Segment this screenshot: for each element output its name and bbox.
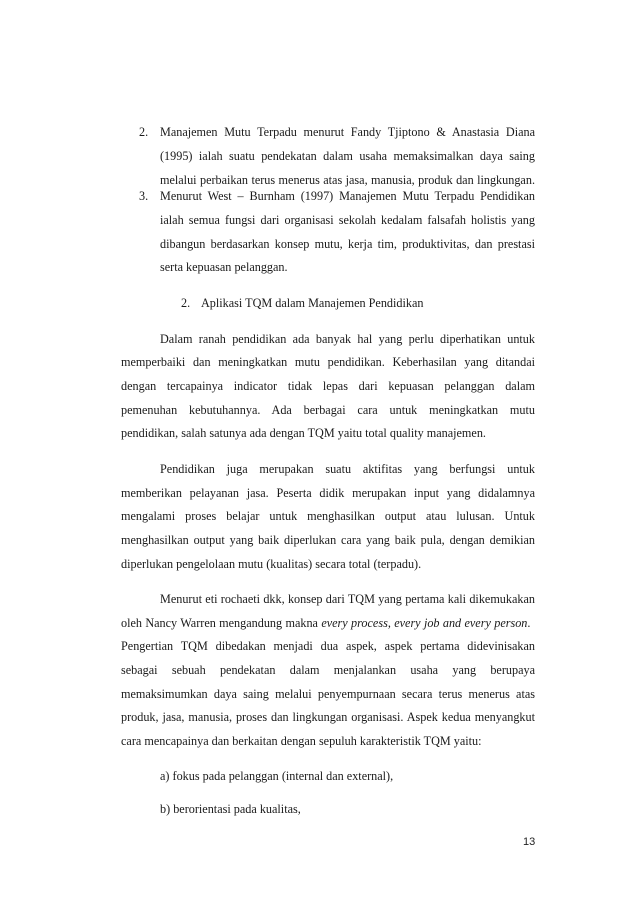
list-item-line: Manajemen Mutu Terpadu menurut Fandy Tjiptono & Anastasia Diana [160,125,535,139]
paragraph-text: oleh Nancy Warren mengandung makna [121,616,322,630]
list-item-line: (1995) ialah suatu pendekatan dalam usaha memaksimalkan daya saing [160,149,535,163]
paragraph-line: cara mencapainya dan berkaitan dengan sepuluh karakteristik TQM yaitu: [121,734,482,748]
list-item-line: melalui perbaikan terus menerus atas jasa, manusia, produk dan lingkungan. [160,173,535,187]
paragraph-line: produk, jasa, manusia, proses dan lingkungan organisasi. Aspek kedua menyangkut [121,710,535,724]
list-item-line: dibangun berdasarkan konsep mutu, kerja tim, produktivitas, dan prestasi [160,237,535,251]
paragraph-line: menghasilkan output yang baik diperlukan cara yang baik pula, dengan demikian [121,533,535,547]
paragraph-line: sebagai sebuah pendekatan dalam menjalankan usaha yang berupaya [121,663,535,677]
paragraph-line: Menurut eti rochaeti dkk, konsep dari TQM yang pertama kali dikemukakan [160,592,535,606]
section-heading: Aplikasi TQM dalam Manajemen Pendidikan [201,296,424,310]
paragraph-line: dengan tercapainya indicator tidak lepas dari kepuasan pelanggan dalam [121,379,535,393]
section-number: 2. [181,296,191,310]
page-number: 13 [523,836,536,848]
paragraph-line: memberikan pelayanan jasa. Peserta didik merupakan input yang didalamnya [121,486,535,500]
list-item-line: ialah semua fungsi dari organisasi sekolah kedalam falsafah holistis yang [160,213,535,227]
paragraph-line: pendidikan, salah satunya ada dengan TQM yaitu total quality manajemen. [121,426,486,440]
paragraph-line: diperlukan pengelolaan mutu (kualitas) secara total (terpadu). [121,557,422,571]
characteristic-item: a) fokus pada pelanggan (internal dan external), [160,769,394,783]
characteristic-item: b) berorientasi pada kualitas, [160,802,301,816]
paragraph-text: . [527,616,531,630]
paragraph-line [121,615,530,631]
list-item-line: Menurut West – Burnham (1997) Manajemen Mutu Terpadu Pendidikan [160,189,535,203]
paragraph-line: memperbaiki dan meningkatkan mutu pendidikan. Keberhasilan yang ditandai [121,355,535,369]
paragraph-line: Pendidikan juga merupakan suatu aktifitas yang berfungsi untuk [160,462,535,476]
list-item-line: serta kepuasan pelanggan. [160,260,288,274]
paragraph-line: Dalam ranah pendidikan ada banyak hal yang perlu diperhatikan untuk [160,332,535,346]
italic-phrase: every process, every job and every person [321,616,528,630]
paragraph-line: pemenuhan kebutuhannya. Ada berbagai cara untuk meningkatkan mutu [121,403,535,417]
list-number: 3. [139,189,149,203]
paragraph-line: memaksimumkan daya saing melalui penyempurnaan secara terus menerus atas [121,687,535,701]
list-number: 2. [139,125,149,139]
paragraph-line: Pengertian TQM dibedakan menjadi dua aspek, aspek pertama didevinisakan [121,639,535,653]
paragraph-line: mengalami proses belajar untuk menghasilkan output atau lulusan. Untuk [121,509,535,523]
